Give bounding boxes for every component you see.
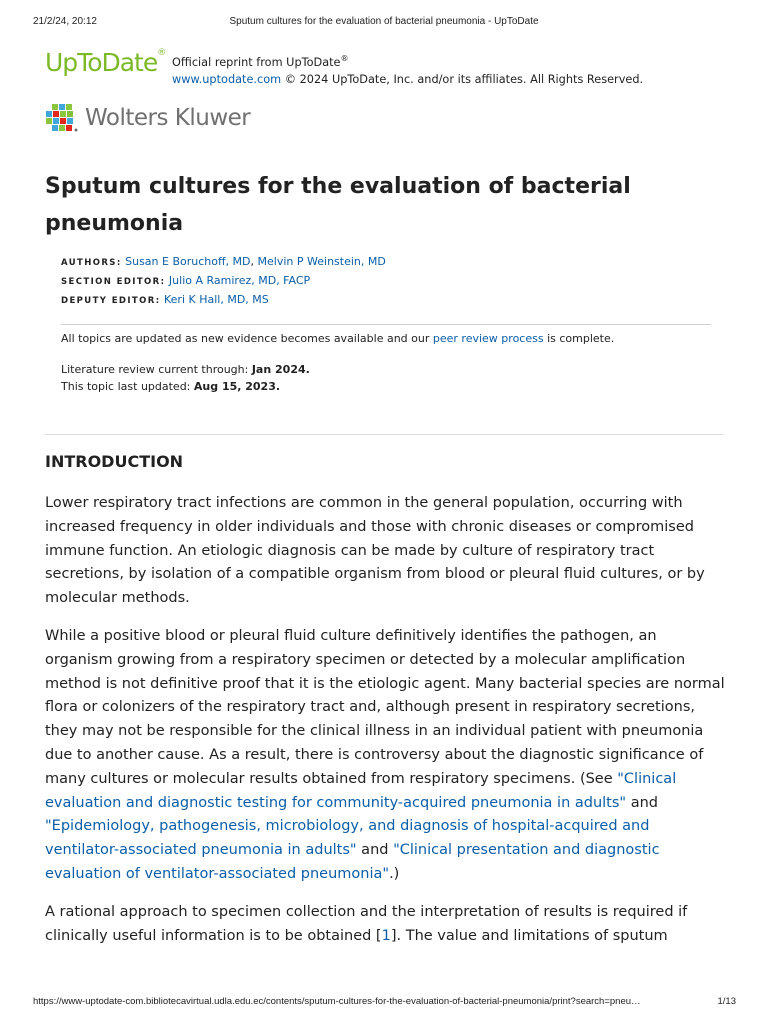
paragraph-2-text: While a positive blood or pleural fluid culture definitively identifies the pathogen, an organism growing from a respiratory specimen or detected by a molecular amplification method is not definitive proof that it is the etiologic agent. Many bacterial species are normal flora or colonizers of the respiratory tract and, although present in respiratory secretions, they may not be responsible for the clinical illness in an individual patient with pneumonia due to another cause. As a result, there is controversy about the diagnostic significance of many cultures or molecular results obtained from respiratory specimens. (See [45,627,725,787]
reprint-reg: ® [340,54,349,63]
section-heading: INTRODUCTION [45,452,184,471]
update-note-end: is complete. [543,332,615,345]
author-link-1[interactable]: Susan E Boruchoff, MD [125,255,251,268]
authors-line [61,253,711,272]
literature-review [61,361,711,378]
deputy-editor-link[interactable]: Keri K Hall, MD, MS [164,293,269,306]
print-page-title: Sputum cultures for the evaluation of bacterial pneumonia - UpToDate [229,16,539,27]
lit-review-label: Literature review current through: [61,363,252,376]
last-updated-value: Aug 15, 2023. [193,380,281,393]
paragraph-3-text: A rational approach to specimen collection and the interpretation of results is required if clinically useful information is to be obtained [ [45,903,688,944]
copyright-text: © 2024 UpToDate, Inc. and/or its affiliates. All Rights Reserved. [281,72,644,86]
link-cap-diagnostic-testing[interactable]: "Clinical evaluation and diagnostic testing for community-acquired pneumonia in adults" [45,770,677,811]
uptodate-logo [45,48,166,77]
wolters-kluwer-globe-icon [45,103,79,135]
brand-header [45,48,725,98]
author-separator: , [250,255,258,268]
print-header [0,16,768,30]
print-url: https://www-uptodate-com.bibliotecavirtual.udla.edu.ec/contents/sputum-cultures-for-the-evaluation-of-bacterial-pneumonia/print?search=pneu… [33,996,641,1007]
authors-label: AUTHORS: [61,258,122,268]
uptodate-logo-reg: ® [157,48,167,58]
peer-review-link[interactable]: peer review process [432,332,544,345]
paragraph-3-end: ]. The value and limitations of sputum [390,927,668,944]
link-vap-clinical-presentation[interactable]: "Clinical presentation and diagnostic evaluation of ventilator-associated pneumonia" [45,842,660,882]
uptodate-logo-text: UpToDate [45,48,158,77]
paragraph-2-and-1: and [626,794,658,811]
lit-review-value: Jan 2024. [251,363,310,376]
section-divider [45,434,723,435]
deputy-editor-line [61,291,711,310]
print-footer [0,996,768,1010]
link-hap-vap-epidemiology[interactable]: "Epidemiology, pathogenesis, microbiology, and diagnosis of hospital-acquired and ventilator-associated pneumonia in adults" [45,818,650,859]
paragraph-2-end: .) [389,865,400,882]
publisher-name: Wolters Kluwer [85,105,251,131]
uptodate-site-link[interactable]: www.uptodate.com [172,72,282,86]
section-editor-link[interactable]: Julio A Ramirez, MD, FACP [168,274,311,287]
article-meta [61,253,711,395]
paragraph-2-and-2: and [356,842,394,859]
author-link-2[interactable]: Melvin P Weinstein, MD [257,255,386,268]
article-title: Sputum cultures for the evaluation of bacterial pneumonia [45,174,631,236]
deputy-editor-label: DEPUTY EDITOR: [61,296,161,306]
article-body [45,492,727,962]
meta-divider [61,324,711,325]
last-updated [61,378,711,395]
paragraph-3 [45,901,727,949]
print-datetime: 21/2/24, 20:12 [33,16,97,27]
update-note-text: All topics are updated as new evidence becomes available and our [61,332,433,345]
section-editor-label: SECTION EDITOR: [61,277,166,287]
update-note [61,330,711,347]
wolters-kluwer-logo [45,103,305,135]
paragraph-1: Lower respiratory tract infections are common in the general population, occurring with increased frequency in older individuals and those with chronic diseases or compromised immune function. An etiologic diagnosis can be made by culture of respiratory tract secretions, by isolation of a compatible organism from blood or pleural fluid cultures, or by molecular methods. [45,495,705,607]
paragraph-2 [45,625,727,887]
reference-link-1[interactable]: 1 [381,927,391,944]
last-updated-label: This topic last updated: [61,380,194,393]
reprint-notice [172,50,643,88]
section-editor-line [61,272,711,291]
page-number: 1/13 [717,996,736,1007]
reprint-line: Official reprint from UpToDate [172,55,341,69]
